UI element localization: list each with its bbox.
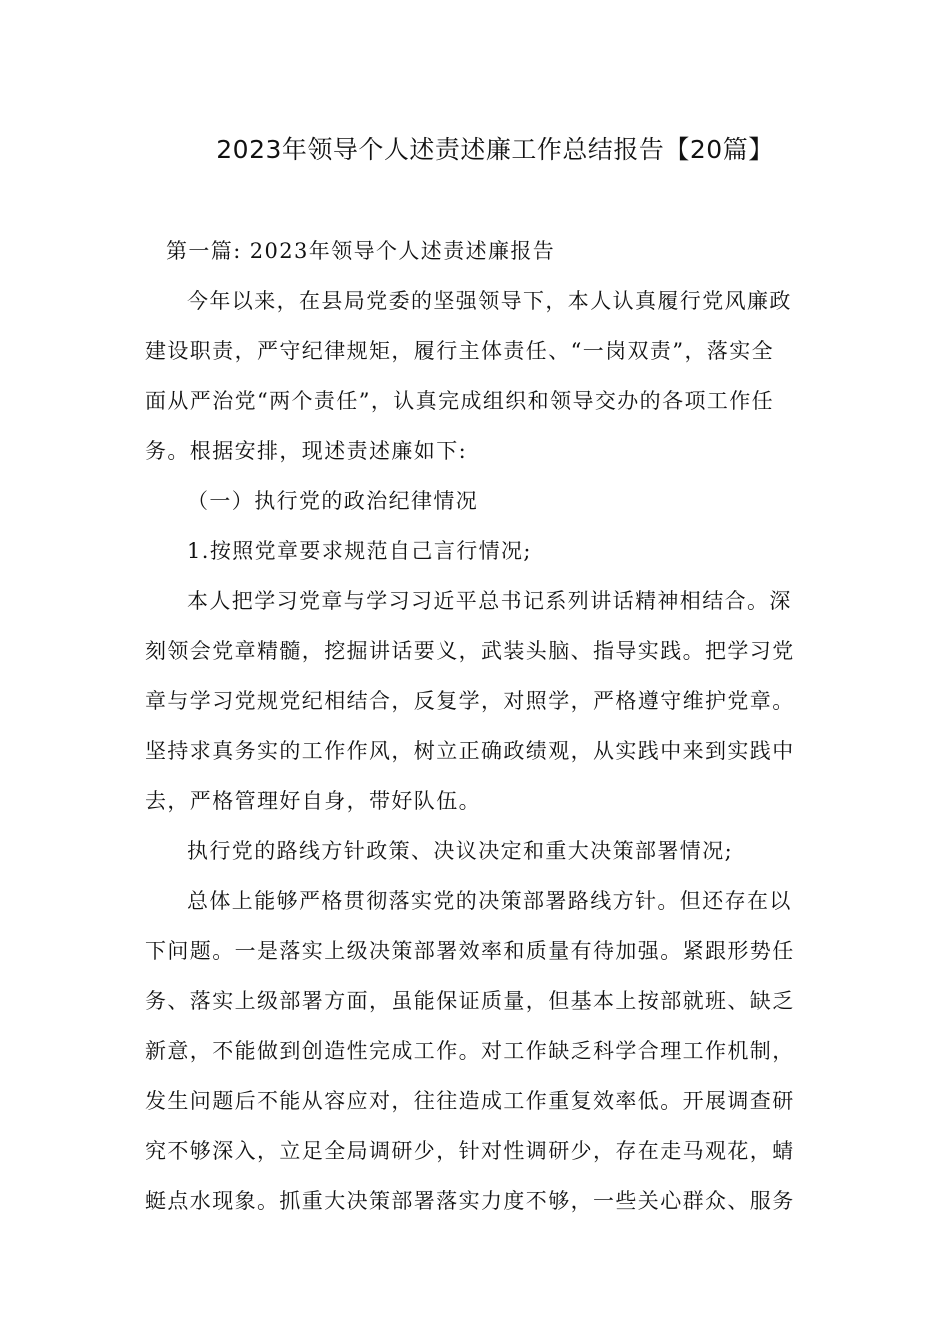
subsection-heading: 1.按照党章要求规范自己言行情况; [187,539,532,563]
paragraph-line: 面从严治党“两个责任”，认真完成组织和领导交办的各项工作任 [145,389,775,413]
section-heading: （一）执行党的政治纪律情况 [187,489,479,513]
chapter-heading: 第一篇: 2023年领导个人述责述廉报告 [166,239,556,263]
paragraph-line: 坚持求真务实的工作作风，树立正确政绩观，从实践中来到实践中 [145,739,795,763]
paragraph-line: 究不够深入，立足全局调研少，针对性调研少，存在走马观花，蜻 [145,1139,795,1163]
subsection-heading: 执行党的路线方针政策、决议决定和重大决策部署情况; [187,839,734,863]
paragraph-line: 务、落实上级部署方面，虽能保证质量，但基本上按部就班、缺乏 [145,989,795,1013]
paragraph-line: 下问题。一是落实上级决策部署效率和质量有待加强。紧跟形势任 [145,939,795,963]
paragraph-line: 本人把学习党章与学习习近平总书记系列讲话精神相结合。深 [187,589,792,613]
paragraph-line: 章与学习党规党纪相结合，反复学，对照学，严格遵守维护党章。 [145,689,795,713]
paragraph-line: 蜓点水现象。抓重大决策部署落实力度不够，一些关心群众、服务 [145,1189,795,1213]
paragraph-line: 发生问题后不能从容应对，往往造成工作重复效率低。开展调查研 [145,1089,795,1113]
paragraph-line: 总体上能够严格贯彻落实党的决策部署路线方针。但还存在以 [187,889,792,913]
paragraph-line: 建设职责，严守纪律规矩，履行主体责任、“一岗双责”，落实全 [145,339,775,363]
paragraph-line: 刻领会党章精髓，挖掘讲话要义，武装头脑、指导实践。把学习党 [145,639,795,663]
document-title: 2023年领导个人述责述廉工作总结报告【20篇】 [216,135,774,164]
paragraph-line: 去，严格管理好自身，带好队伍。 [145,789,481,813]
paragraph-line: 今年以来，在县局党委的坚强领导下，本人认真履行党风廉政 [187,289,792,313]
paragraph-line: 新意，不能做到创造性完成工作。对工作缺乏科学合理工作机制， [145,1039,795,1063]
paragraph-line: 务。根据安排，现述责述廉如下: [145,439,468,463]
